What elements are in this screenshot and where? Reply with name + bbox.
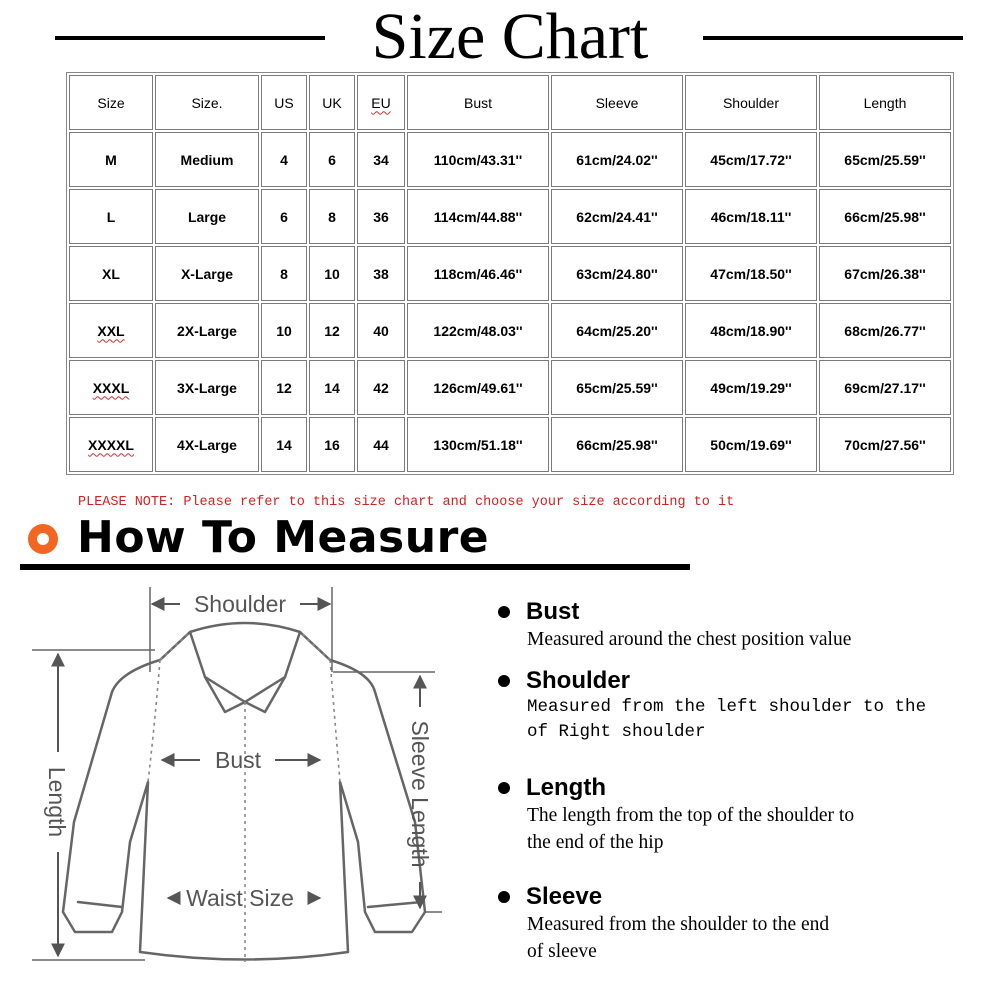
shirt-measure-diagram [30, 582, 470, 992]
table-cell [69, 360, 153, 415]
instruction-text: The length from the top of the shoulder to [527, 805, 855, 826]
table-cell: 2X-Large [155, 303, 259, 358]
table-cell: 42 [357, 360, 405, 415]
bullet-icon [498, 675, 510, 687]
header-cell [357, 75, 405, 130]
table-cell-text: XXL [97, 322, 125, 339]
table-cell: 10 [261, 303, 307, 358]
table-cell: 114cm/44.88'' [407, 189, 549, 244]
table-cell: 14 [261, 417, 307, 472]
instruction-label: Shoulder [526, 667, 631, 694]
table-cell: 47cm/18.50'' [685, 246, 817, 301]
table-cell: 66cm/25.98'' [819, 189, 951, 244]
size-note: PLEASE NOTE: Please refer to this size chart and choose your size according to it [78, 495, 735, 510]
instruction-sleeve [498, 883, 978, 965]
header-cell: Bust [407, 75, 549, 130]
table-cell: 61cm/24.02'' [551, 132, 683, 187]
table-row [69, 246, 951, 301]
table-cell: L [69, 189, 153, 244]
size-table [66, 72, 954, 475]
table-cell: 14 [309, 360, 355, 415]
bust-label: Bust [214, 747, 262, 773]
shoulder-label: Shoulder [193, 591, 287, 617]
table-cell: 38 [357, 246, 405, 301]
table-row [69, 132, 951, 187]
table-cell: 64cm/25.20'' [551, 303, 683, 358]
table-cell: 130cm/51.18'' [407, 417, 549, 472]
table-cell: 67cm/26.38'' [819, 246, 951, 301]
table-cell: 40 [357, 303, 405, 358]
table-cell: 110cm/43.31'' [407, 132, 549, 187]
header-cell: UK [309, 75, 355, 130]
table-cell [69, 303, 153, 358]
table-row [69, 303, 951, 358]
table-cell: 6 [309, 132, 355, 187]
bullet-icon [498, 891, 510, 903]
instruction-label: Length [526, 774, 606, 801]
table-cell: 44 [357, 417, 405, 472]
instruction-text: Measured from the left shoulder to the [527, 697, 927, 717]
table-cell: 66cm/25.98'' [551, 417, 683, 472]
table-cell-text: XXXL [92, 379, 130, 396]
instruction-length [498, 774, 978, 856]
table-cell: X-Large [155, 246, 259, 301]
table-cell: 62cm/24.41'' [551, 189, 683, 244]
bullet-icon [498, 606, 510, 618]
instruction-shoulder [498, 667, 978, 745]
table-cell: 36 [357, 189, 405, 244]
table-row [69, 189, 951, 244]
header-cell-text: EU [371, 94, 391, 111]
table-cell: XL [69, 246, 153, 301]
header-cell: Length [819, 75, 951, 130]
table-cell: 16 [309, 417, 355, 472]
table-cell: 68cm/26.77'' [819, 303, 951, 358]
table-cell: 65cm/25.59'' [819, 132, 951, 187]
title-rule-left [55, 36, 325, 40]
table-cell: 126cm/49.61'' [407, 360, 549, 415]
instruction-text: Measured around the chest position value [527, 629, 852, 650]
table-cell: 122cm/48.03'' [407, 303, 549, 358]
shirt-seams [148, 632, 340, 962]
table-cell: 63cm/24.80'' [551, 246, 683, 301]
table-header-row [69, 75, 951, 130]
instruction-text: the end of the hip [527, 832, 664, 853]
table-cell-text: XXXXL [88, 436, 134, 453]
table-cell: 8 [309, 189, 355, 244]
table-cell: 118cm/46.46'' [407, 246, 549, 301]
header-cell: US [261, 75, 307, 130]
table-row [69, 360, 951, 415]
table-cell: Medium [155, 132, 259, 187]
table-cell: 4X-Large [155, 417, 259, 472]
table-cell: 34 [357, 132, 405, 187]
title-rule-right [703, 36, 963, 40]
table-cell: 49cm/19.29'' [685, 360, 817, 415]
table-cell: 65cm/25.59'' [551, 360, 683, 415]
instruction-label: Bust [526, 598, 580, 625]
table-cell: Large [155, 189, 259, 244]
instruction-text: of Right shoulder [527, 722, 706, 742]
table-cell: 3X-Large [155, 360, 259, 415]
table-cell: M [69, 132, 153, 187]
header-cell: Size. [155, 75, 259, 130]
table-cell: 10 [309, 246, 355, 301]
table-cell: 12 [261, 360, 307, 415]
length-label: Length [44, 766, 70, 838]
heading-underline [20, 564, 690, 570]
table-cell [69, 417, 153, 472]
instruction-label: Sleeve [526, 883, 603, 910]
instruction-bust [498, 598, 978, 653]
instruction-text: of sleeve [527, 941, 597, 962]
orange-circle-icon [28, 524, 58, 554]
waist-size-label: Waist Size [186, 885, 294, 911]
header-cell: Shoulder [685, 75, 817, 130]
table-cell: 46cm/18.11'' [685, 189, 817, 244]
table-cell: 50cm/19.69'' [685, 417, 817, 472]
table-cell: 8 [261, 246, 307, 301]
table-cell: 4 [261, 132, 307, 187]
table-cell: 45cm/17.72'' [685, 132, 817, 187]
table-cell: 12 [309, 303, 355, 358]
instruction-text: Measured from the shoulder to the end [527, 914, 830, 935]
table-row [69, 417, 951, 472]
table-cell: 6 [261, 189, 307, 244]
sleeve-length-label: Sleeve Length [407, 720, 433, 868]
size-chart-header [0, 0, 1000, 73]
header-cell: Size [69, 75, 153, 130]
header-cell: Sleeve [551, 75, 683, 130]
table-cell: 70cm/27.56'' [819, 417, 951, 472]
page-title: Size Chart [371, 0, 649, 73]
how-to-measure-title: How To Measure [77, 512, 490, 563]
table-cell: 69cm/27.17'' [819, 360, 951, 415]
table-cell: 48cm/18.90'' [685, 303, 817, 358]
bullet-icon [498, 782, 510, 794]
